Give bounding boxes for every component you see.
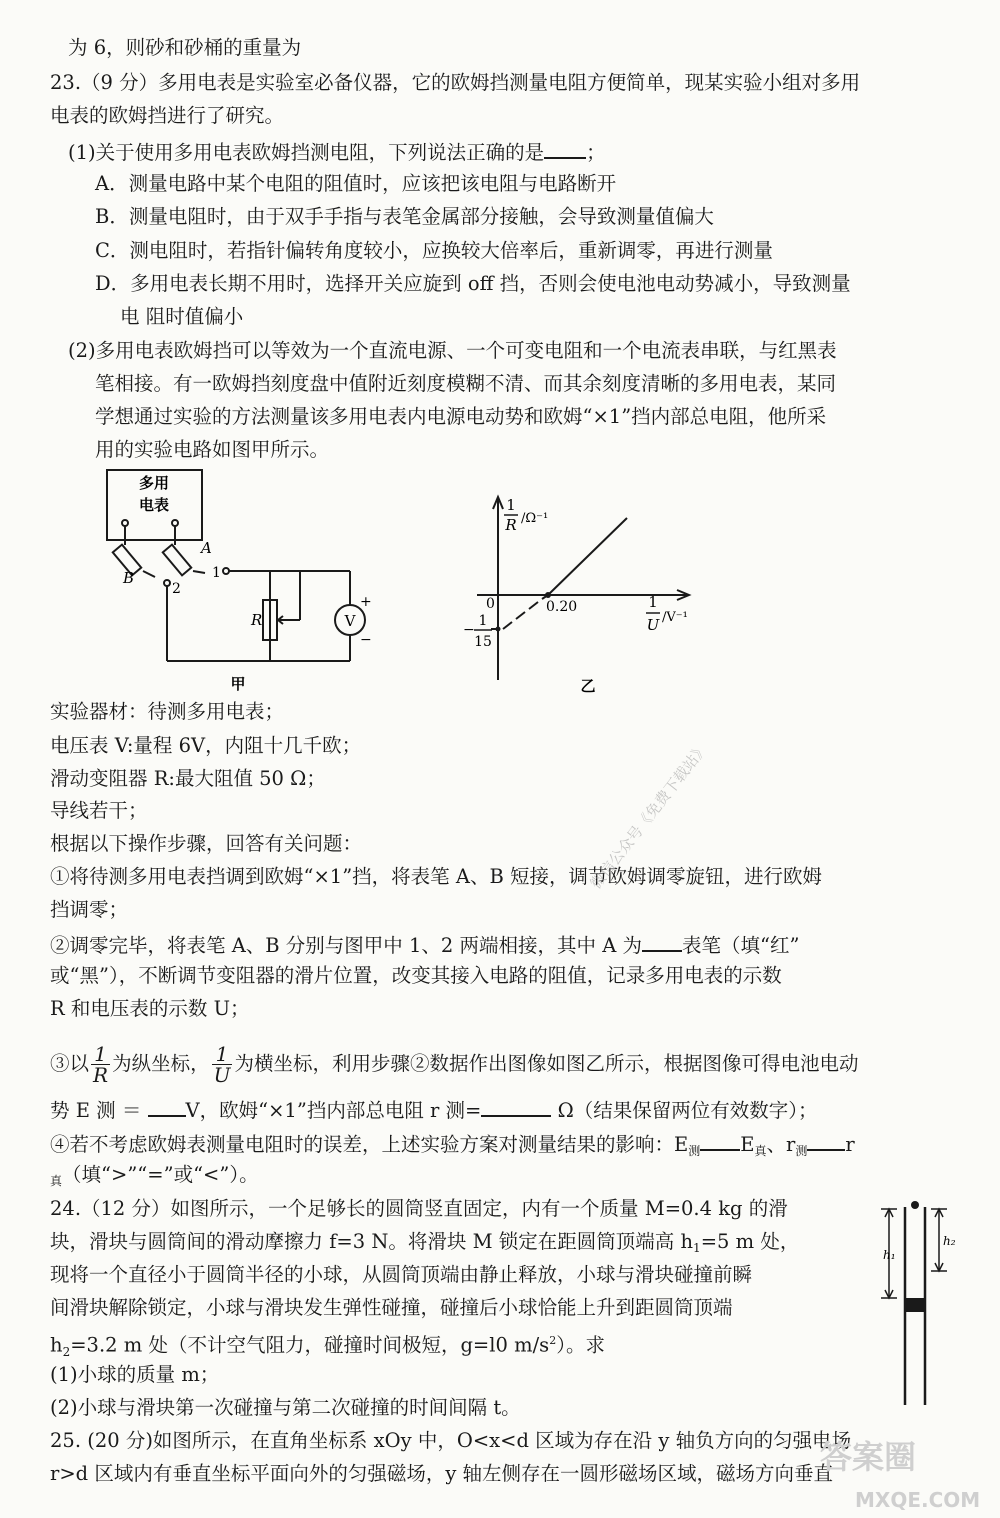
text-line: 笔相接。有一欧姆挡刻度盘中值附近刻度模糊不清、而其余刻度清晰的多用电表，某同	[95, 372, 837, 395]
text-span: 表笔（填“红”	[682, 934, 800, 957]
y-axis-den: R	[505, 516, 517, 534]
graph-line	[548, 518, 627, 595]
terminal-2: 2	[172, 581, 181, 597]
step-3	[50, 1044, 858, 1085]
x-intercept-point	[545, 592, 551, 598]
equipment-line: 导线若干；	[50, 799, 148, 822]
ball	[911, 1201, 919, 1209]
watermark-url: MXQE.COM	[855, 1488, 981, 1512]
step-4-cont	[50, 1162, 259, 1190]
text-span: 、r	[766, 1133, 796, 1156]
text-span: (1)关于使用多用电表欧姆挡测电阻，下列说法正确的是	[68, 141, 545, 164]
fraction-den: U	[213, 1063, 231, 1087]
text-line	[50, 1328, 605, 1361]
step-1-cont: 挡调零；	[50, 898, 129, 921]
answer-blank[interactable]	[148, 1095, 186, 1117]
text-span: =3.2 m 处（不计空气阻力，碰撞时间极短，g=l0 m/s	[70, 1333, 550, 1357]
text-span: =5 m 处，	[700, 1230, 800, 1253]
label-h2: h₂	[943, 1234, 956, 1248]
x-axis-num: 1	[648, 593, 658, 611]
superscript: 2	[549, 1334, 557, 1347]
text-span: 为纵坐标，	[112, 1052, 210, 1075]
text-span: Ω（结果保留两位有效数字）；	[557, 1099, 818, 1122]
step-2-cont: 或“黑”），不断调节变阻器的滑片位置，改变其接入电路的阻值，记录多用电表的示数	[50, 964, 782, 987]
question-25-header: 25. (20 分)如图所示，在直角坐标系 xOy 中，O<x<d 区域为存在沿 y 轴负方向的匀强电场	[50, 1429, 852, 1452]
question-23-header: 23.（9 分）多用电表是实验室必备仪器，它的欧姆挡测量电阻方便简单，现某实验小组对多用	[50, 71, 861, 94]
equipment-line: 实验器材：待测多用电表；	[50, 700, 285, 723]
answer-blank[interactable]	[807, 1129, 845, 1151]
fraction-num: 1	[212, 1044, 233, 1065]
label-v: V	[344, 612, 356, 630]
minus-sign: −	[360, 632, 372, 648]
text-span: 势 E 测 ＝	[50, 1099, 142, 1122]
text-line: 学想通过实验的方法测量该多用电表内电源电动势和欧姆“×1”挡内部总电阻，他所采	[95, 405, 827, 428]
option-b: B．测量电阻时，由于双手手指与表笔金属部分接触，会导致测量值偏大	[95, 205, 714, 228]
text-span: ②调零完毕，将表笔 A、B 分别与图甲中 1、2 两端相接，其中 A 为	[50, 934, 642, 957]
x-intercept-label: 0.20	[546, 599, 578, 615]
text-line: 电表的欧姆挡进行了研究。	[50, 104, 285, 127]
fraction-1-over-u	[212, 1044, 233, 1085]
x-axis-den: U	[646, 616, 660, 634]
question-24-header: 24.（12 分）如图所示，一个足够长的圆筒竖直固定，内有一个质量 M=0.4 kg 的滑	[50, 1197, 788, 1220]
label-b: B	[123, 569, 135, 587]
watermark-logo: 答案圈	[820, 1438, 917, 1476]
fraction-den: R	[93, 1063, 109, 1087]
label-r: R	[251, 611, 263, 629]
question-24-part1: (1)小球的质量 m；	[50, 1363, 220, 1386]
answer-blank[interactable]	[642, 930, 682, 952]
step-3-cont	[50, 1095, 818, 1124]
meter-label: 电表	[138, 496, 170, 514]
text-line	[50, 1229, 799, 1257]
text-span: ）。求	[556, 1333, 605, 1357]
question-23-part2: (2)多用电表欧姆挡可以等效为一个直流电源、一个可变电阻和一个电流表串联，与红黑表	[68, 339, 837, 362]
slider-block	[905, 1298, 925, 1312]
option-d: D．多用电表长期不用时，选择开关应旋到 off 挡，否则会使电池电动势减小，导致测量	[95, 272, 851, 295]
step-4	[50, 1129, 855, 1160]
subscript: 2	[62, 1344, 71, 1359]
question-23-part1	[68, 137, 606, 166]
answer-blank[interactable]	[544, 137, 586, 159]
figure-jia-circuit	[95, 465, 395, 695]
text-span: r	[845, 1133, 855, 1156]
equipment-line: 滑动变阻器 R:最大阻值 50 Ω；	[50, 767, 326, 790]
origin-label: 0	[486, 596, 495, 612]
terminal-1: 1	[212, 565, 221, 581]
text-line: r>d 区域内有垂直坐标平面向外的匀强磁场，y 轴左侧存在一圆形磁场区域，磁场方向垂直	[50, 1462, 834, 1485]
figure-tube	[875, 1195, 970, 1410]
subscript: 测	[688, 1144, 701, 1158]
text-span: ③以	[50, 1052, 90, 1075]
text-span: 块，滑块与圆筒间的滑动摩擦力 f=3 N。将滑块 M 锁定在距圆筒顶端高 h	[50, 1230, 694, 1253]
text-span: ；	[586, 141, 606, 164]
step-2-cont: R 和电压表的示数 U；	[50, 997, 250, 1020]
text-span: h	[50, 1333, 63, 1357]
probe-a	[163, 545, 191, 576]
y-axis-unit: /Ω⁻¹	[521, 511, 549, 526]
answer-blank[interactable]	[700, 1129, 740, 1151]
meter-label: 多用	[138, 474, 170, 492]
text-line: 用的实验电路如图甲所示。	[95, 438, 330, 461]
text-span: （填“>”“=”或“<”）。	[62, 1163, 259, 1186]
caption-yi: 乙	[580, 677, 596, 695]
question-24-part2: (2)小球与滑块第一次碰撞与第二次碰撞的时间间隔 t。	[50, 1396, 521, 1419]
watermark-diagonal: 微信公众号《免费下载站》	[586, 739, 712, 893]
y-intercept-den: 15	[474, 634, 492, 650]
text-span: ④若不考虑欧姆表测量电阻时的误差，上述实验方案对测量结果的影响：E	[50, 1133, 689, 1156]
step-2	[50, 930, 799, 959]
equipment-line: 电压表 V:量程 6V，内阻十几千欧；	[50, 734, 362, 757]
y-intercept-num: 1	[478, 613, 488, 629]
x-axis-unit: /V⁻¹	[662, 610, 688, 625]
label-h1: h₁	[883, 1248, 896, 1262]
plus-sign: +	[360, 594, 372, 610]
y-intercept-point	[496, 627, 501, 632]
y-axis-num: 1	[506, 496, 516, 514]
subscript: 真	[754, 1144, 767, 1158]
text-line: 现将一个直径小于圆筒半径的小球，从圆筒顶端由静止释放，小球与滑块碰撞前瞬	[50, 1263, 753, 1286]
answer-blank[interactable]	[481, 1095, 551, 1117]
text-line: 根据以下操作步骤，回答有关问题：	[50, 832, 363, 855]
text-span: 为横坐标，利用步骤②数据作出图像如图乙所示，根据图像可得电池电动	[234, 1052, 859, 1075]
fraction-num: 1	[91, 1044, 110, 1065]
text-line: 为 6，则砂和砂桶的重量为	[68, 36, 302, 59]
subscript: 测	[795, 1144, 808, 1158]
subscript: 真	[50, 1174, 63, 1188]
fraction-1-over-r	[91, 1044, 110, 1085]
step-1: ①将待测多用电表挡调到欧姆“×1”挡，将表笔 A、B 短接，调节欧姆调零旋钮，进行欧姆	[50, 865, 822, 888]
y-intercept-sign: −	[463, 622, 475, 638]
line-segment	[503, 622, 512, 629]
caption-jia: 甲	[230, 675, 246, 693]
text-line: 间滑块解除锁定，小球与滑块发生弹性碰撞，碰撞后小球恰能上升到距圆筒顶端	[50, 1296, 733, 1319]
option-a: A．测量电路中某个电阻的阻值时，应该把该电阻与电路断开	[95, 172, 617, 195]
option-d-cont: 电 阻时值偏小	[120, 305, 244, 328]
option-c: C．测电阻时，若指针偏转角度较小，应换较大倍率后，重新调零，再进行测量	[95, 239, 773, 262]
label-a: A	[201, 539, 212, 557]
text-span: E	[740, 1133, 755, 1156]
text-span: V，欧姆“×1”挡内部总电阻 r 测=	[185, 1099, 482, 1122]
subscript: 1	[693, 1241, 701, 1255]
figure-yi-graph	[455, 485, 715, 695]
